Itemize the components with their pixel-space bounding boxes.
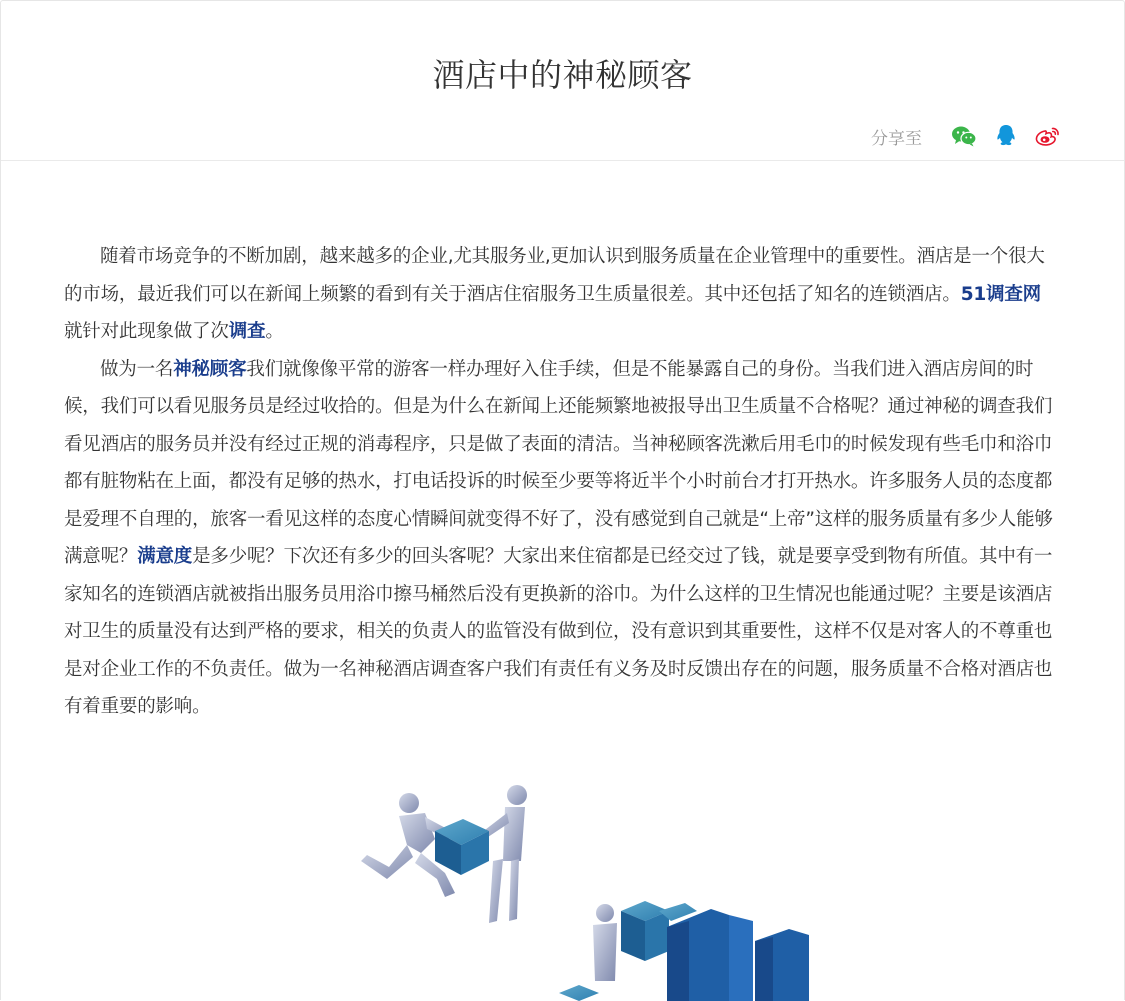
teamwork-illustration	[249, 761, 877, 1001]
paragraph-2-text-c: 是多少呢？下次还有多少的回头客呢？大家出来住宿都是已经交过了钱，就是要享受到物有所值。其中有一家知名的连锁酒店就被指出服务员用浴巾擦马桶然后没有更换新的浴巾。为什么这样的卫生情况也能通过呢？主要是该酒店对卫生的质量没有达到严格的要求，相关的负责人的监管没有做到位，没有意识到其重要性，这样不仅是对客人的不尊重也是对企业工作的不负责任。做为一名神秘酒店调查客户我们有责任有义务及时反馈出存在的问题，服务质量不合格对酒店也有着重要的影响。	[64, 546, 1053, 717]
link-mystery-customer[interactable]: 神秘顾客	[173, 358, 247, 380]
paragraph-2	[64, 351, 1057, 726]
article-body	[64, 238, 1057, 726]
share-bar	[871, 121, 1062, 151]
link-survey[interactable]: 调查	[228, 321, 266, 342]
wechat-icon[interactable]	[950, 122, 978, 150]
paragraph-1-text-b: 就针对此现象做了次	[64, 321, 229, 342]
article-image	[249, 761, 877, 1001]
link-51-survey[interactable]: 51调查网	[960, 283, 1041, 305]
qq-icon[interactable]	[992, 122, 1020, 150]
paragraph-2-text-a: 做为一名	[100, 358, 174, 380]
page-title: 酒店中的神秘顾客	[432, 56, 693, 94]
article-header	[1, 1, 1124, 161]
link-satisfaction[interactable]: 满意度	[137, 546, 193, 567]
paragraph-2-text-b: 我们就像像平常的游客一样办理好入住手续，但是不能暴露自己的身份。当我们进入酒店房间的时候，我们可以看见服务员是经过收拾的。但是为什么在新闻上还能频繁地被报导出卫生质量不合格呢？通过神秘的调查我们看见酒店的服务员并没有经过正规的消毒程序，只是做了表面的清洁。当神秘顾客洗漱后用毛巾的时候发现有些毛巾和浴巾都有脏物粘在上面，都没有足够的热水，打电话投诉的时候至少要等将近半个小时前台才打开热水。许多服务人员的态度都是爱理不自理的，旅客一看见这样的态度心情瞬间就变得不好了，没有感觉到自己就是“上帝”这样的服务质量有多少人能够满意呢？	[64, 358, 1053, 567]
paragraph-1-text-a: 随着市场竞争的不断加剧，越来越多的企业,尤其服务业,更加认识到服务质量在企业管理中的重要性。酒店是一个很大的市场，最近我们可以在新闻上频繁的看到有关于酒店住宿服务卫生质量很差。其中还包括了知名的连锁酒店。	[64, 246, 1045, 305]
weibo-icon[interactable]	[1034, 122, 1062, 150]
share-label: 分享至	[871, 128, 922, 149]
paragraph-1-text-c: 。	[265, 321, 284, 342]
paragraph-1	[64, 238, 1057, 351]
